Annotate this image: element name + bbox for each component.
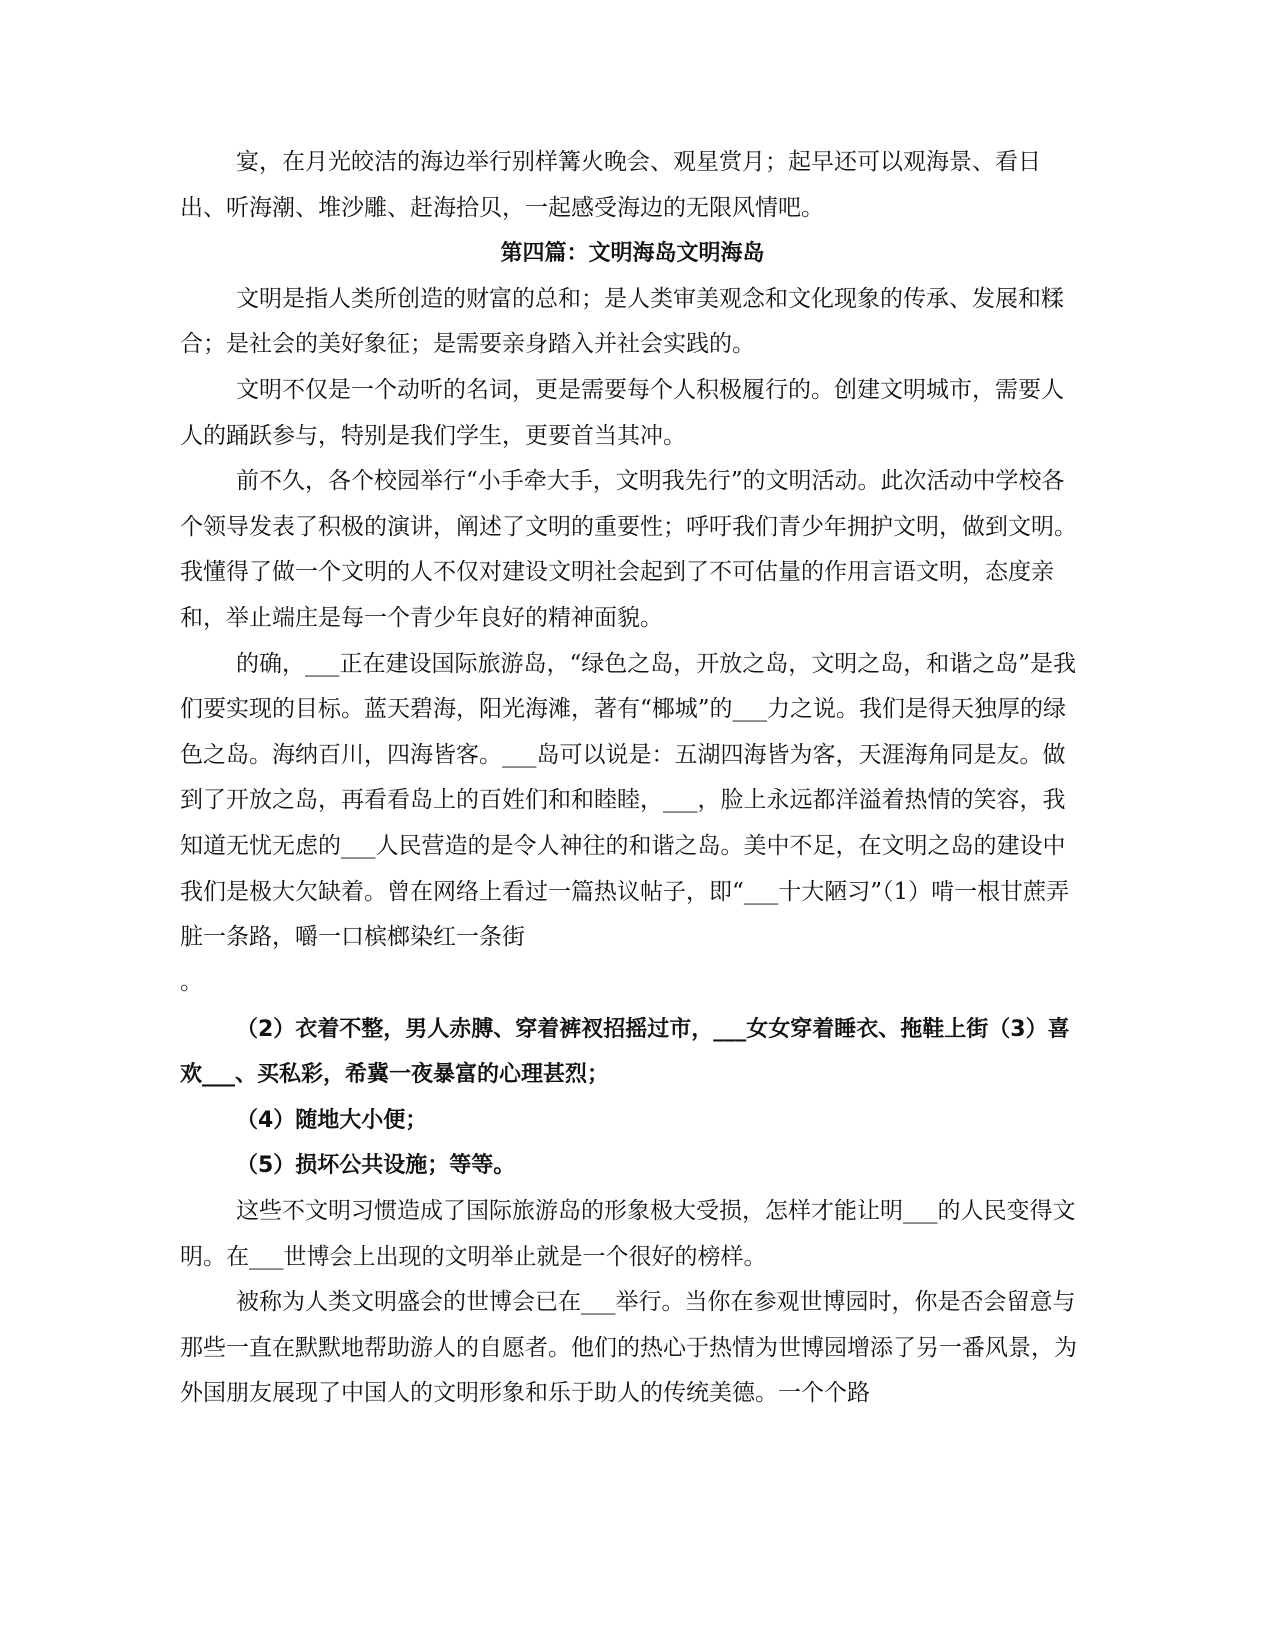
section-title: 第四篇：文明海岛文明海岛 — [500, 241, 765, 267]
orphan-punctuation: 。 — [180, 968, 203, 995]
document-body — [180, 140, 1085, 1417]
body-paragraph: 前不久，各个校园举行“小手牵大手，文明我先行”的文明活动。此次活动中学校各个领导发表了积极的演讲，阐述了文明的重要性；呼吁我们青少年拥护文明，做到文明。我懂得了做一个文明的人不仅对建设文明社会起到了不可估量的作用言语文明，态度亲和，举止端庄是每一个青少年良好的精神面貌。 — [180, 468, 1077, 631]
body-paragraph: 被称为人类文明盛会的世博会已在___举行。当你在参观世博园时，你是否会留意与那些一直在默默地帮助游人的自愿者。他们的热心于热情为世博园增添了另一番风景，为外国朋友展现了中国人的文明形象和乐于助人的传统美德。一个个路 — [180, 1289, 1077, 1407]
bold-list-item: （5）损坏公共设施；等等。 — [236, 1153, 516, 1179]
body-paragraph: 这些不文明习惯造成了国际旅游岛的形象极大受损，怎样才能让明___的人民变得文明。在___世博会上出现的文明举止就是一个很好的榜样。 — [180, 1198, 1076, 1270]
bold-list-item: （4）随地大小便； — [236, 1107, 428, 1133]
bold-list-item: （2）衣着不整，男人赤膊、穿着裤衩招摇过市，___女女穿着睡衣、拖鞋上街（3）喜欢___、买私彩，希冀一夜暴富的心理甚烈； — [180, 1016, 1070, 1088]
body-paragraph: 文明不仅是一个动听的名词，更是需要每个人积极履行的。创建文明城市，需要人人的踊跃参与，特别是我们学生，更要首当其冲。 — [180, 376, 1064, 449]
body-paragraph: 文明是指人类所创造的财富的总和；是人类审美观念和文化现象的传承、发展和糅合；是社会的美好象征；是需要亲身踏入并社会实践的。 — [180, 285, 1064, 358]
body-paragraph: 的确，___正在建设国际旅游岛，“绿色之岛，开放之岛，文明之岛，和谐之岛”是我们要实现的目标。蓝天碧海，阳光海滩，著有“椰城”的___力之说。我们是得天独厚的绿色之岛。海纳百川，四海皆客。___岛可以说是：五湖四海皆为客，天涯海角同是友。做到了开放之岛，再看看岛上的百姓们和和睦睦，___，脸上永远都洋溢着热情的笑容，我知道无忧无虑的___人民营造的是令人神往的和谐之岛。美中不足，在文明之岛的建设中我们是极大欠缺着。曾在网络上看过一篇热议帖子，即“___十大陋习”（1）啃一根甘蔗弄脏一条路，嚼一口槟榔染红一条街 — [180, 650, 1077, 951]
continuation-paragraph: 宴，在月光皎洁的海边举行别样篝火晚会、观星赏月；起早还可以观海景、看日出、听海潮、堆沙雕、赶海拾贝，一起感受海边的无限风情吧。 — [180, 149, 1041, 221]
